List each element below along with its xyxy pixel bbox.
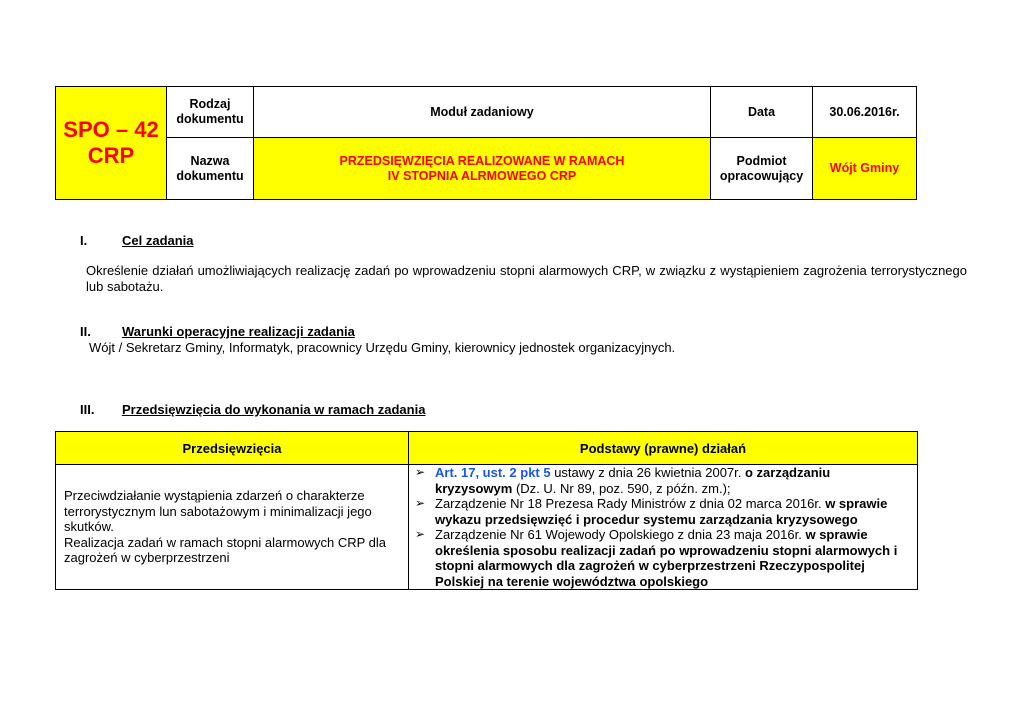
basis-item-1-bold: o zarządzaniu kryzysowym [435, 465, 831, 496]
doc-name-line2: IV STOPNIA ALRMOWEGO CRP [387, 168, 577, 183]
basis-item-3-plain: Zarządzenie Nr 61 Wojewody Opolskiego z dnia 23 maja 2016r. [435, 527, 806, 542]
author-value: Wójt Gminy [813, 138, 917, 200]
basis-item-2 [413, 496, 911, 527]
date-value: 30.06.2016r. [813, 87, 917, 138]
basis-item-2-plain: Zarządzenie Nr 18 Prezesa Rady Ministrów z dnia 02 marca 2016r. [435, 496, 826, 511]
doc-name-label: Nazwa dokumentu [167, 138, 254, 200]
section-title-3: Przedsięwzięcia do wykonania w ramach zadania [122, 402, 426, 417]
arrow-bullet-icon: ➢ [415, 496, 426, 510]
basis-item-3-bold: w sprawie określenia sposobu realizacji zadań po wprowadzeniu stopni alarmowych i stopni alarmowych dla zagrożeń w cyberprzestrzeni Rzeczypospolitej Polskiej na terenie województwa opolskiego [435, 527, 898, 589]
actions-cell [56, 465, 409, 590]
basis-item-2-bold: w sprawie wykazu przedsięwzięć i procedur systemu zarządzania kryzysowego [435, 496, 888, 527]
arrow-bullet-icon: ➢ [415, 465, 426, 479]
actions-text-1: Przeciwdziałanie wystąpienia zdarzeń o charakterze terrorystycznym lun sabotażowym i minimalizacji jego skutków. [64, 488, 372, 535]
section-number-2: II. [80, 324, 91, 339]
basis-col-header: Podstawy (prawne) działań [409, 432, 918, 465]
section-number-1: I. [80, 233, 88, 248]
date-label: Data [711, 87, 813, 138]
actions-col-header: Przedsięwzięcia [56, 432, 409, 465]
section-title-1: Cel zadania [122, 233, 194, 248]
basis-item-1-ref[interactable]: Art. 17, ust. 2 pkt 5 [435, 465, 551, 480]
doc-type-value: Moduł zadaniowy [254, 87, 711, 138]
basis-item-1-rest: (Dz. U. Nr 89, poz. 590, z późn. zm.); [512, 480, 731, 496]
basis-cell [409, 465, 918, 590]
doc-name-line1: PRZEDSIĘWZIĘCIA REALIZOWANE W RAMACH [339, 153, 625, 168]
section-text-2: Wójt / Sekretarz Gminy, Informatyk, pracownicy Urzędu Gminy, kierownicy jednostek organizacyjnych. [89, 340, 676, 355]
doc-name-value [254, 138, 711, 200]
actions-table [55, 431, 918, 590]
doc-type-label: Rodzaj dokumentu [167, 87, 254, 138]
basis-item-1 [413, 465, 911, 496]
document-code: SPO – 42 CRP [56, 87, 167, 200]
basis-item-1-plain: ustawy z dnia 26 kwietnia 2007r. [550, 465, 745, 480]
section-number-3: III. [80, 402, 95, 417]
actions-text-2: Realizacja zadań w ramach stopni alarmowych CRP dla zagrożeń w cyberprzestrzeni [64, 534, 387, 566]
document-header-table [55, 86, 917, 200]
section-title-2: Warunki operacyjne realizacji zadania [122, 324, 355, 339]
arrow-bullet-icon: ➢ [415, 527, 426, 541]
author-label: Podmiot opracowujący [711, 138, 813, 200]
section-text-1: Określenie działań umożliwiających realizację zadań po wprowadzeniu stopni alarmowych CRP, w związku z wystąpieniem zagrożenia terrorystycznego lub sabotażu. [86, 263, 967, 294]
basis-item-3 [413, 527, 911, 589]
